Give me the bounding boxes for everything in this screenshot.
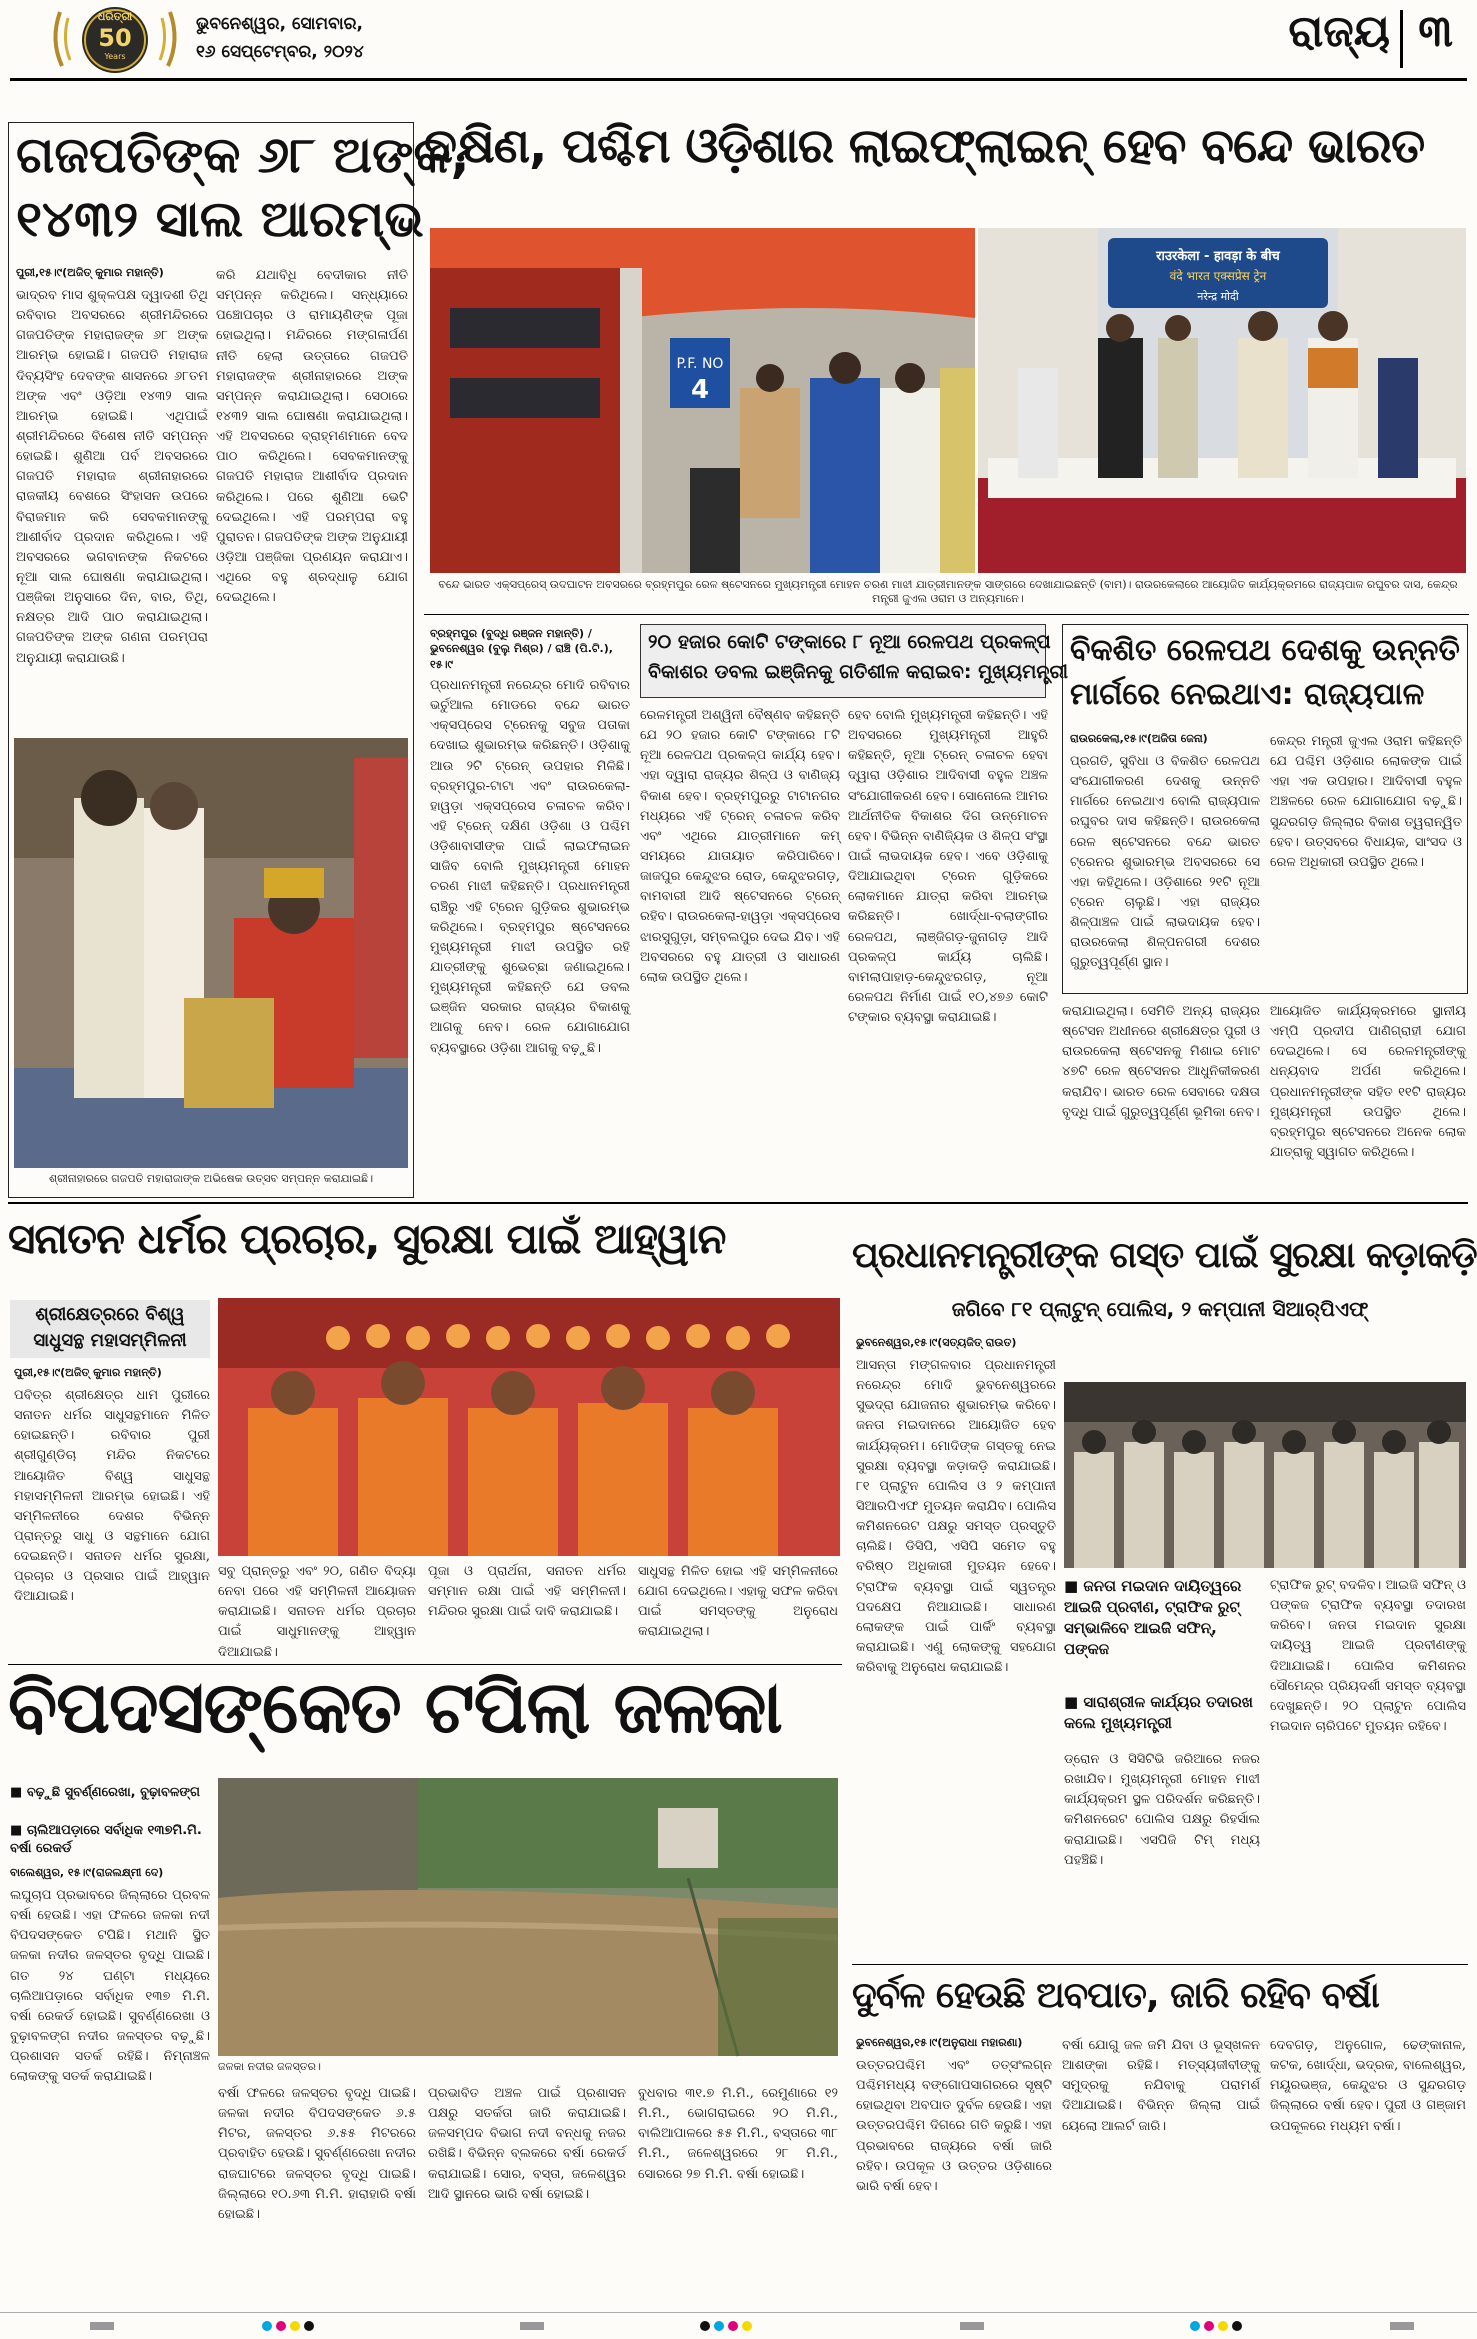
vande-body-col3: ହେବ ବୋଲି ମୁଖ୍ୟମନ୍ତ୍ରୀ କହିଛନ୍ତି। ଏହି ଅବସରରେ ମୁଖ୍ୟମନ୍ତ୍ରୀ ଆହୁରି କହିଛନ୍ତି, ନୂଆ ଟ୍ରେନ୍ ଚଳାଚଳ ହେବା ଦ୍ୱାରା ଓଡ଼ିଶାର ଆଦିବାସୀ ବହୁଳ ଅଞ୍ଚଳ ସଂଯୋଗୀକରଣ ହେବ। ସୋନୋଲେ ଆମର ଆର୍ଥନୀତିକ ବିକାଶର ଦିଗ ଉନ୍ମୋଚନ ହେବ। ବିଭିନ୍ନ ବାଣିଜ୍ୟିକ ଓ ଶିଳ୍ପ ସଂସ୍ଥା ପାଇଁ ଲାଭଦାୟକ ହେବ। ଏବେ ଓଡ଼ିଶାକୁ ଦିଆଯାଇଥିବା ଟ୍ରେନ ଗୁଡ଼ିକରେ ଲୋକମାନେ ଯାତ୍ରା କରିବା ଆରମ୍ଭ କରିଛନ୍ତି। ଖୋର୍ଦ୍ଧା-ବଲାଙ୍ଗୀର ରେଳପଥ, ଲାଞ୍ଜିଗଡ଼-ଜୁନାଗଡ଼ ଆଦି ପ୍ରକଳ୍ପ କାର୍ଯ୍ୟ ଚାଲିଛି। ବାମଲାପାହାଡ଼-କେନ୍ଦୁଝରଗଡ଼, ନୂଆ ରେଳପଥ ନିର୍ମାଣ ପାଇଁ ୧୦,୪୭୬ କୋଟି ଟଙ୍କାର ବ୍ୟବସ୍ଥା କରାଯାଇଛି। [848, 708, 1049, 1026]
platform-number: 4 [690, 375, 710, 405]
masthead-rule [10, 78, 1467, 81]
rain-rule [852, 1964, 1468, 1965]
vande-body-col2: ରେଳମନ୍ତ୍ରୀ ଅଶ୍ୱିନୀ ବୈଷ୍ଣବ କହିଛନ୍ତି ଯେ ୨୦ ହଜାର କୋଟି ଟଙ୍କାରେ ୮ଟି ନୂଆ ରେଳପଥ ପ୍ରକଳ୍ପ କାର୍ଯ୍ୟ ହେବ। ଏହା ଦ୍ୱାରା ରାଜ୍ୟର ଶିଳ୍ପ ଓ ବାଣିଜ୍ୟ ବିକାଶ ହେବ। ବ୍ରହ୍ମପୁରରୁ ଟାଟାନଗର ମଧ୍ୟରେ ଏହି ଟ୍ରେନ୍ ଚଳାଚଳ କରିବ ଏବଂ ଏଥିରେ ଯାତ୍ରୀମାନେ କମ୍ ସମୟରେ ଯାତାୟାତ କରିପାରିବେ। ଜାଜପୁର କେନ୍ଦୁଝର ରୋଡ, କେନ୍ଦୁଝରଗଡ଼, ବାମବାରୀ ଆଦି ଷ୍ଟେସନରେ ଟ୍ରେନ୍ ରହିବ। ରାଉରକେଲା-ହାୱଡ଼ା ଏକ୍ସପ୍ରେସ ଝାରସୁଗୁଡ଼ା, ସମ୍ବଲପୁର ଦେଇ ଯିବ। ଏହି ଅବସରରେ ବହୁ ଯାତ୍ରୀ ଓ ସାଧାରଣ ଲୋକ ଉପସ୍ଥିତ ଥିଲେ। [640, 708, 840, 985]
vande-body-col1: ପ୍ରଧାନମନ୍ତ୍ରୀ ନରେନ୍ଦ୍ର ମୋଦି ରବିବାର ଭର୍ଚୁଆଲ ମୋଡରେ ବନ୍ଦେ ଭାରତ ଏକ୍ସପ୍ରେସ ଟ୍ରେନକୁ ସବୁଜ ପତାକା ଦେଖାଇ ଶୁଭାରମ୍ଭ କରିଛନ୍ତି। ଓଡ଼ିଶାକୁ ଆଉ ୨ଟି ଟ୍ରେନ୍ ଉପହାର ମିଳିଛି। ବ୍ରହ୍ମପୁର-ଟାଟା ଏବଂ ରାଉରକେଲା-ହାୱଡ଼ା ଏକ୍ସପ୍ରେସ ଚଳାଚଳ କରିବ। ଏହି ଟ୍ରେନ୍ ଦକ୍ଷିଣ ଓଡ଼ିଶା ଓ ପଶ୍ଚିମ ଓଡ଼ିଶାବାସୀଙ୍କ ପାଇଁ ଲାଇଫଲାଇନ ସାଜିବ ବୋଲି ମୁଖ୍ୟମନ୍ତ୍ରୀ ମୋହନ ଚରଣ ମାଝୀ କହିଛନ୍ତି। ପ୍ରଧାନମନ୍ତ୍ରୀ ରାଞ୍ଚିରୁ ଏହି ଟ୍ରେନ ଗୁଡ଼ିକର ଶୁଭାରମ୍ଭ କରିଥିଲେ। ବ୍ରହ୍ମପୁର ଷ୍ଟେସନରେ ମୁଖ୍ୟମନ୍ତ୍ରୀ ମାଝୀ ଉପସ୍ଥିତ ରହି ଯାତ୍ରୀଙ୍କୁ ଶୁଭେଚ୍ଛା ଜଣାଇଥିଲେ। ମୁଖ୍ୟମନ୍ତ୍ରୀ କହିଛନ୍ତି ଯେ ଡବଲ ଇଞ୍ଜିନ ସରକାର ରାଜ୍ୟର ବିକାଶକୁ ଆଗକୁ ନେବ। ରେଳ ଯୋଗାଯୋଗ ବ୍ୟବସ୍ଥାରେ ଓଡ଼ିଶା ଆଗକୁ ବଢ଼ୁଛି। [430, 678, 630, 1056]
jalaka-body-col4: ବୁଧବାର ୩୧.୭ ମି.ମି., ରେମୁଣାରେ ୧୨ ମି.ମି., ଭୋଗରାଇରେ ୨୦ ମି.ମି., ବାଲିଆପାଳରେ ୫୫ ମି.ମି., ବସ୍ତାରେ ୩୮ ମି.ମି., ଜଳେଶ୍ୱରରେ ୨୮ ମି.ମି., ସୋରରେ ୨୭ ମି.ମି. ବର୍ଷା ହୋଇଛି। [638, 2086, 838, 2182]
security-subheadline: ଜଗିବେ ୮୧ ପ୍ଲାଟୁନ୍ ପୋଲିସ, ୨ କମ୍ପାନୀ ସିଆର୍‌ପିଏଫ୍ [951, 1297, 1369, 1321]
page-number: ୩ [1418, 6, 1453, 57]
security-bullet-1-text: ଜନତା ମଇଦାନ ଦାୟିତ୍ୱରେ ଆଇଜି ପ୍ରବୀଣ, ଟ୍ରାଫିକ ରୁଟ୍ ସମ୍ଭାଳିବେ ଆଇଜି ସଫିନ୍, ପଙ୍କଜ [1064, 1577, 1242, 1658]
security-body-col1: ଆସନ୍ତା ମଙ୍ଗଳବାର ପ୍ରଧାନମନ୍ତ୍ରୀ ନରେନ୍ଦ୍ର ମୋଦି ଭୁବନେଶ୍ୱରରେ ସୁଭଦ୍ରା ଯୋଜନାର ଶୁଭାରମ୍ଭ କରିବେ। ଜନତା ମଇଦାନରେ ଆୟୋଜିତ ହେବ କାର୍ଯ୍ୟକ୍ରମ। ମୋଦିଙ୍କ ଗସ୍ତକୁ ନେଇ ସୁରକ୍ଷା ବ୍ୟବସ୍ଥା କଡ଼ାକଡ଼ି କରାଯାଇଛି। ୮୧ ପ୍ଲାଟୁନ ପୋଲିସ ଓ ୨ କମ୍ପାନୀ ସିଆରପିଏଫ ମୁତୟନ କରାଯିବ। ପୋଲିସ କମିଶନରେଟ ପକ୍ଷରୁ ସମସ୍ତ ପ୍ରସ୍ତୁତି ଚାଲିଛି। ଡିସିପି, ଏସିପି ସମେତ ବହୁ ବରିଷ୍ଠ ଅଧିକାରୀ ମୁତୟନ ହେବେ। ଟ୍ରାଫିକ ବ୍ୟବସ୍ଥା ପାଇଁ ସ୍ୱତନ୍ତ୍ର ପଦକ୍ଷେପ ନିଆଯାଇଛି। ସାଧାରଣ ଲୋକଙ୍କ ପାଇଁ ପାର୍କିଂ ବ୍ୟବସ୍ଥା କରାଯାଇଛି। ଏଣୁ ଲୋକଙ୍କୁ ସହଯୋଗ କରିବାକୁ ଅନୁରୋଧ କରାଯାଇଛି। [856, 1358, 1056, 1676]
gajapati-dateline: ପୁରୀ,୧୫।୯(ଅଜିତ୍ କୁମାର ମହାନ୍ତି) [16, 266, 164, 279]
governor-body-col2: କେନ୍ଦ୍ର ମନ୍ତ୍ରୀ ଜୁଏଲ ଓରାମ କହିଛନ୍ତି ଯେ ପଶ୍ଚିମ ଓଡ଼ିଶାର ଲୋକଙ୍କ ପାଇଁ ଏହା ଏକ ଉପହାର। ଆଦିବାସୀ ବହୁଳ ଅଞ୍ଚଳରେ ରେଳ ଯୋଗାଯୋଗ ବଢ଼ୁଛି। ସୁନ୍ଦରଗଡ଼ ଜିଲ୍ଲାର ବିକାଶ ତ୍ୱରାନ୍ୱିତ ହେବ। ଉତ୍ସବରେ ବିଧାୟକ, ସାଂସଦ ଓ ରେଳ ଅଧିକାରୀ ଉପସ୍ଥିତ ଥିଲେ। [1270, 734, 1462, 870]
section-divider [1400, 10, 1403, 68]
vande-photo-left [430, 228, 975, 573]
dateline-line1: ଭୁବନେଶ୍ୱର, ସୋମବାର, [196, 14, 363, 34]
rain-body-col1: ଉତ୍ତରପଶ୍ଚିମ ଏବଂ ତତ୍ସଂଲଗ୍ନ ପଶ୍ଚିମମଧ୍ୟ ବଙ୍ଗୋପସାଗରରେ ସୃଷ୍ଟି ହୋଇଥିବା ଅବପାତ ଦୁର୍ବଳ ହେଉଛି। ଏହା ଉତ୍ତରପଶ୍ଚିମ ଦିଗରେ ଗତି କରୁଛି। ଏହା ପ୍ରଭାବରେ ରାଜ୍ୟରେ ବର୍ଷା ଜାରି ରହିବ। ଉପକୂଳ ଓ ଉତ୍ତର ଓଡ଼ିଶାରେ ଭାରି ବର୍ଷା ହେବ। [856, 2058, 1052, 2194]
gajapati-headline-line2: ୧୪୩୨ ସାଲ ଆରମ୍ଭ [16, 190, 424, 248]
vande-photo-right [978, 228, 1466, 573]
governor-headline-line1: ବିକଶିତ ରେଳପଥ ଦେଶକୁ ଉନ୍ନତି [1070, 633, 1460, 668]
cyan-dot [1190, 2321, 1200, 2331]
governor-body-col3: କରାଯାଇଥିଲା। ସେମିତି ଅନ୍ୟ ରାଜ୍ୟର ଷ୍ଟେସନ ଅଧୀନରେ ଶ୍ରୀକ୍ଷେତ୍ର ପୁରୀ ଓ ରାଉରକେଲା ଷ୍ଟେସନକୁ ମିଶାଇ ମୋଟ ୪୭ଟି ରେଳ ଷ୍ଟେସନର ଆଧୁନିକୀକରଣ କରାଯିବ। ଭାରତ ରେଳ ସେବାରେ ଦକ୍ଷତା ବୃଦ୍ଧି ପାଇଁ ଗୁରୁତ୍ୱପୂର୍ଣ୍ଣ ଭୂମିକା ନେବ। [1062, 1004, 1260, 1120]
registration-bar [960, 2322, 984, 2330]
vande-headline: ଦକ୍ଷିଣ, ପଶ୍ଚିମ ଓଡ଼ିଶାର ଲାଇଫ୍‌ଲାଇନ୍ ହେବ ବନ୍ଦେ ଭାରତ [424, 118, 1425, 174]
sanatan-headline: ସନାତନ ଧର୍ମର ପ୍ରଚାର, ସୁରକ୍ଷା ପାଇଁ ଆହ୍ୱାନ [8, 1214, 726, 1263]
governor-headline-line2: ମାର୍ଗରେ ନେଇଥାଏ: ରାଜ୍ୟପାଳ [1070, 677, 1425, 712]
rain-headline: ଦୁର୍ବଳ ହେଉଛି ଅବପାତ, ଜାରି ରହିବ ବର୍ଷା [852, 1975, 1379, 2016]
bullet-square-icon: ■ [1064, 1693, 1084, 1711]
magenta-dot [728, 2321, 738, 2331]
security-body-col2: ଡ୍ରୋନ ଓ ସିସିଟିଭି ଜରିଆରେ ନଜର ରଖାଯିବ। ମୁଖ୍ୟମନ୍ତ୍ରୀ ମୋହନ ମାଝୀ କାର୍ଯ୍ୟକ୍ରମ ସ୍ଥଳ ପରିଦର୍ଶନ କରିଛନ୍ତି। କମିଶନରେଟ ପୋଲିସ ପକ୍ଷରୁ ରିହର୍ସାଲ କରାଯାଇଛି। ଏସପିଜି ଟିମ୍ ମଧ୍ୟ ପହଞ୍ଚିଛି। [1064, 1752, 1260, 1868]
logo-years: 50 [98, 24, 132, 52]
bullet-square-icon: ■ [10, 1823, 27, 1838]
jalaka-dateline: ବାଲେଶ୍ୱର, ୧୫।୯(ରାଜଲକ୍ଷ୍ମୀ ଦେ) [10, 1866, 164, 1879]
dateline-line2: ୧୬ ସେପ୍ଟେମ୍ବର, ୨୦୨୪ [196, 42, 364, 62]
governor-body-col1: ପ୍ରଗତି, ସୁବିଧା ଓ ବିକଶିତ ରେଳପଥ ସଂଯୋଗୀକରଣ ଦେଶକୁ ଉନ୍ନତି ମାର୍ଗରେ ନେଇଥାଏ ବୋଲି ରାଜ୍ୟପାଳ ରଘୁବର ଦାସ କହିଛନ୍ତି। ରାଉରକେଲା ରେଳ ଷ୍ଟେସନରେ ବନ୍ଦେ ଭାରତ ଟ୍ରେନର ଶୁଭାରମ୍ଭ ଅବସରରେ ସେ ଏହା କହିଥିଲେ। ଓଡ଼ିଶାରେ ୨୧ଟି ନୂଆ ଟ୍ରେନ ଚାଲୁଛି। ଏହା ରାଜ୍ୟର ଶିଳ୍ପାଞ୍ଚଳ ପାଇଁ ଲାଭଦାୟକ ହେବ। ରାଉରକେଲା ଶିଳ୍ପନଗରୀ ଦେଶର ଗୁରୁତ୍ୱପୂର୍ଣ୍ଣ ସ୍ଥାନ। [1070, 754, 1260, 971]
black-dot [1232, 2321, 1242, 2331]
registration-dots-right [1190, 2321, 1260, 2333]
vande-banner-name: नरेन्द्र मोदी [1197, 290, 1239, 303]
section-name: ରାଜ୍ୟ [1288, 6, 1390, 57]
gajapati-photo-caption: ଶ୍ରୀନାହାରରେ ଗଜପତି ମହାରାଜାଙ୍କ ଅଭିଷେକ ଉତ୍ସବ ସମ୍ପନ୍ନ କରାଯାଇଛି। [48, 1172, 374, 1185]
vande-banner-text: राउरकेला - हावड़ा के बीच [1156, 249, 1280, 264]
gajapati-headline-line1: ଗଜପତିଙ୍କ ୬୮ ଅଙ୍କ, [16, 126, 470, 184]
vande-banner-sub: वंदे भारत एक्सप्रेस ट्रेन [1169, 269, 1267, 283]
registration-bar [1390, 2322, 1414, 2330]
vande-photo-caption: ବନ୍ଦେ ଭାରତ ଏକ୍ସପ୍ରେସ୍ ଉଦଘାଟନ ଅବସରରେ ବ୍ରହ୍ମପୁର ରେଳ ଷ୍ଟେସନରେ ମୁଖ୍ୟମନ୍ତ୍ରୀ ମୋହନ ଚରଣ ମାଝୀ ଯାତ୍ରୀମାନଙ୍କ ସାଙ୍ଗରେ ଦେଖାଯାଇଛନ୍ତି (ବାମ)। ରାଉରକେଲାରେ ଆୟୋଜିତ କାର୍ଯ୍ୟକ୍ରମରେ ରାଜ୍ୟପାଳ ରଘୁବର ଦାସ, କେନ୍ଦ୍ର ମନ୍ତ୍ରୀ ଜୁଏଲ ଓରାମ ଓ ଅନ୍ୟମାନେ। [438, 578, 1458, 606]
jalaka-body-col1: ଲଘୁଚାପ ପ୍ରଭାବରେ ଜିଲ୍ଲାରେ ପ୍ରବଳ ବର୍ଷା ହେଉଛି। ଏହା ଫଳରେ ଜଳକା ନଦୀ ବିପଦସଙ୍କେତ ଟପିଛି। ମଥାନି ସ୍ଥିତ ଜଳକା ନଦୀର ଜଳସ୍ତର ବୃଦ୍ଧି ପାଇଛି। ଗତ ୨୪ ଘଣ୍ଟା ମଧ୍ୟରେ ଚାଲିଆପଡ଼ାରେ ସର୍ବାଧିକ ୧୩୭ ମି.ମି. ବର୍ଷା ରେକର୍ଡ ହୋଇଛି। ସୁବର୍ଣ୍ଣରେଖା ଓ ବୁଢ଼ାବଳଙ୍ଗ ନଦୀର ଜଳସ୍ତର ବଢ଼ୁଛି। ପ୍ରଶାସନ ସତର୍କ ରହିଛି। ନିମ୍ନାଞ୍ଚଳ ଲୋକଙ୍କୁ ସତର୍କ କରାଯାଇଛି। [10, 1888, 210, 2085]
gajapati-body-col1: ଭାଦ୍ରବ ମାସ ଶୁକ୍ଳପକ୍ଷ ଦ୍ୱାଦଶୀ ତିଥି ରବିବାର ଅବସରରେ ଶ୍ରୀମନ୍ଦିରରେ ଗଜପତିଙ୍କ ମହାରାଜଙ୍କ ୬୮ ଅଙ୍କ ଆରମ୍ଭ ହୋଇଛି। ଗଜପତି ମହାରାଜ ଦିବ୍ୟସିଂହ ଦେବଙ୍କ ଶାସନରେ ୬୮ତମ ଅଙ୍କ ଏବଂ ଓଡ଼ିଆ ୧୪୩୨ ସାଲ ଆରମ୍ଭ ହୋଇଛି। ଏଥିପାଇଁ ଶ୍ରୀମନ୍ଦିରରେ ବିଶେଷ ନୀତି ସମ୍ପନ୍ନ ହୋଇଛି। ଶୁଣିଆ ପର୍ବ ଅବସରରେ ଗଜପତି ମହାରାଜ ଶ୍ରୀନାହାରରେ ରାଜକୀୟ ବେଶରେ ସିଂହାସନ ଉପରେ ବିରାଜମାନ କରି ସେବକମାନଙ୍କୁ ଆଶୀର୍ବାଦ ପ୍ରଦାନ କରିଥିଲେ। ଏହି ଅବସରରେ ଭଗବାନଙ୍କ ନିକଟରେ ନୂଆ ସାଲ ଘୋଷଣା କରାଯାଇଥିଲା। ପଞ୍ଜିକା ଅନୁସାରେ ଦିନ, ବାର, ତିଥି, ନକ୍ଷତ୍ର ଆଦି ପାଠ କରାଯାଇଥିଲା। ଗଜପତିଙ୍କ ଅଙ୍କ ଗଣନା ପରମ୍ପରା ଅନୁଯାୟୀ କରାଯାଉଛି। [16, 288, 208, 666]
security-headline: ପ୍ରଧାନମନ୍ତ୍ରୀଙ୍କ ଗସ୍ତ ପାଇଁ ସୁରକ୍ଷା କଡ଼ାକଡ଼ି [852, 1235, 1477, 1276]
gajapati-photo [14, 738, 408, 1168]
security-dateline: ଭୁବନେଶ୍ୱର,୧୫।୯(ସତ୍ୟଜିତ୍ ରାଉତ) [856, 1336, 1017, 1349]
vande-dateline: ବ୍ରହ୍ମପୁର (ବୁଦ୍ଧି ରଞ୍ଜନ ମହାନ୍ତି) / ଭୁବନେଶ୍ୱର (ବୁଲୁ ମିଶ୍ର) / ରାଞ୍ଚି (ପି.ଟି.), ୧୫।୯ [430, 627, 613, 671]
registration-dots-center [700, 2321, 770, 2333]
security-bullet-2-text: ସାରାଶ୍ରୀଳ କାର୍ଯ୍ୟର ତଦାରଖ କଲେ ମୁଖ୍ୟମନ୍ତ୍ରୀ [1064, 1693, 1254, 1732]
jalaka-photo [218, 1778, 838, 2056]
governor-dateline: ରାଉରକେଲା,୧୫।୯(ଅଜିତା ଜେନା) [1070, 732, 1208, 745]
gajapati-body-col2: କରି ଯଥାବିଧି ବେଦୀକାର ନୀତି ସମ୍ପନ୍ନ କରିଥିଲେ। ସନ୍ଧ୍ୟାରେ ପଞ୍ଚୋପଚାର ଓ ରାମାୟଣିଙ୍କ ପୂଜା ହୋଇଥିଲା। ମନ୍ଦିରରେ ମଙ୍ଗଳାର୍ପଣ ନୀତି ହେଲା ଉତ୍ତାରେ ଗଜପତି ମହାରାଜଙ୍କ ଶ୍ରୀନାହାରରେ ଅଙ୍କ ସମ୍ପନ୍ନ କରାଯାଇଥିଲା। ସେଠାରେ ୧୪୩୨ ସାଲ ଘୋଷଣା କରାଯାଇଥିଲା। ଏହି ଅବସରରେ ବ୍ରାହ୍ମଣମାନେ ବେଦ ପାଠ କରିଥିଲେ। ସେବକମାନଙ୍କୁ ଗଜପତି ମହାରାଜ ଆଶୀର୍ବାଦ ପ୍ରଦାନ କରିଥିଲେ। ପରେ ଶୁଣିଆ ଭେଟି ଦେଇଥିଲେ। ଏହି ପରମ୍ପରା ବହୁ ପୁରାତନ। ଗଜପତିଙ୍କ ଅଙ୍କ ଅନୁଯାୟୀ ଓଡ଼ିଆ ପଞ୍ଜିକା ପ୍ରଣୟନ କରାଯାଏ। ଏଥିରେ ବହୁ ଶ୍ରଦ୍ଧାଳୁ ଯୋଗ ଦେଇଥିଲେ। [216, 268, 408, 606]
jalaka-bullet-2 [10, 1822, 210, 1858]
vande-subhead-line1: ୨୦ ହଜାର କୋଟି ଟଙ୍କାରେ ୮ ନୂଆ ରେଳପଥ ପ୍ରକଳ୍ପ [648, 631, 1051, 653]
governor-body-col4: ଆୟୋଜିତ କାର୍ଯ୍ୟକ୍ରମରେ ସ୍ଥାନୀୟ ଏମ୍‌ପି ପ୍ରଦୀପ ପାଣିଗ୍ରାହୀ ଯୋଗ ଦେଇଥିଲେ। ସେ ରେଳମନ୍ତ୍ରୀଙ୍କୁ ଧନ୍ୟବାଦ ଅର୍ପଣ କରିଥିଲେ। ପ୍ରଧାନମନ୍ତ୍ରୀଙ୍କ ସହିତ ୧୧ଟି ରାଜ୍ୟର ମୁଖ୍ୟମନ୍ତ୍ରୀ ଉପସ୍ଥିତ ଥିଲେ। ବ୍ରହ୍ମପୁର ଷ୍ଟେସନରେ ଅନେକ ଲୋକ ଯାତ୍ରାକୁ ସ୍ୱାଗତ କରିଥିଲେ। [1270, 1004, 1466, 1160]
vande-subhead-line2: ବିକାଶର ଡବଲ ଇଞ୍ଜିନକୁ ଗତିଶୀଳ କରାଇବ: ମୁଖ୍ୟମନ୍ତ୍ରୀ [648, 661, 1069, 683]
sanatan-photo [218, 1298, 840, 1556]
sanatan-body-col1: ପବିତ୍ର ଶ୍ରୀକ୍ଷେତ୍ର ଧାମ ପୁରୀରେ ସନାତନ ଧର୍ମର ସାଧୁସନ୍ଥମାନେ ମିଳିତ ହୋଇଛନ୍ତି। ରବିବାର ପୁରୀ ଶ୍ରୀଗୁଣ୍ଡିଚା ମନ୍ଦିର ନିକଟରେ ଆୟୋଜିତ ବିଶ୍ୱ ସାଧୁସନ୍ଥ ମହାସମ୍ମିଳନୀ ଆରମ୍ଭ ହୋଇଛି। ଏହି ସମ୍ମିଳନୀରେ ଦେଶର ବିଭିନ୍ନ ପ୍ରାନ୍ତରୁ ସାଧୁ ଓ ସନ୍ଥମାନେ ଯୋଗ ଦେଇଛନ୍ତି। ସନାତନ ଧର୍ମର ସୁରକ୍ଷା, ପ୍ରଚାର ଓ ପ୍ରସାର ପାଇଁ ଆହ୍ୱାନ ଦିଆଯାଇଛି। [14, 1388, 210, 1605]
security-body-col3: ଟ୍ରାଫିକ ରୁଟ୍ ବଦଳିବ। ଆଇଜି ସଫିନ୍ ଓ ପଙ୍କଜ ଟ୍ରାଫିକ ବ୍ୟବସ୍ଥା ତଦାରଖ କରିବେ। ଜନତା ମଇଦାନ ସୁରକ୍ଷା ଦାୟିତ୍ୱ ଆଇଜି ପ୍ରବୀଣଙ୍କୁ ଦିଆଯାଇଛି। ପୋଲିସ କମିଶନର ସୌମେନ୍ଦ୍ର ପ୍ରିୟଦର୍ଶୀ ସମସ୍ତ ବ୍ୟବସ୍ଥା ଦେଖୁଛନ୍ତି। ୨୦ ପ୍ଲାଟୁନ ପୋଲିସ ମଇଦାନ ଚାରିପଟେ ମୁତୟନ ରହିବେ। [1270, 1578, 1466, 1734]
sanatan-body-col2: ସବୁ ପ୍ରାନ୍ତରୁ ଏବଂ ୨୦, ଗଣିତ ବିଦ୍ୟା ନେବା ପରେ ଏହି ସମ୍ମିଳନୀ ଆୟୋଜନ କରାଯାଇଛି। ସନାତନ ଧର୍ମର ପ୍ରଚାର ପାଇଁ ସାଧୁମାନଙ୍କୁ ଆହ୍ୱାନ ଦିଆଯାଇଛି। [218, 1564, 416, 1660]
sanatan-kicker-line1: ଶ୍ରୀକ୍ଷେତ୍ରରେ ବିଶ୍ୱ [35, 1304, 185, 1325]
security-photo [1064, 1382, 1466, 1568]
sanatan-body-col4: ସାଧୁସନ୍ଥ ମିଳିତ ହୋଇ ଏହି ସମ୍ମିଳନୀରେ ଯୋଗ ଦେଇଥିଲେ। ଏହାକୁ ସଫଳ କରିବା ପାଇଁ ସମସ୍ତଙ୍କୁ ଅନୁରୋଧ କରାଯାଇଥିଲା। [638, 1564, 838, 1640]
sanatan-dateline: ପୁରୀ,୧୫।୯(ଅଜିତ୍ କୁମାର ମହାନ୍ତି) [14, 1366, 162, 1379]
security-bullet-2 [1064, 1692, 1260, 1734]
rain-body-col3: ଦେବଗଡ଼, ଅନୁଗୋଳ, ଢେଙ୍କାନାଳ, କଟକ, ଖୋର୍ଦ୍ଧା, ଭଦ୍ରକ, ବାଲେଶ୍ୱର, ମୟୂରଭଞ୍ଜ, କେନ୍ଦୁଝର ଓ ସୁନ୍ଦରଗଡ଼ ଜିଲ୍ଲାରେ ବର୍ଷା ହେବ। ପୁରୀ ଓ ଗଞ୍ଜାମ ଉପକୂଳରେ ମଧ୍ୟମ ବର୍ଷା। [1270, 2038, 1466, 2134]
jalaka-body-col3: ପ୍ରଭାବିତ ଅଞ୍ଚଳ ପାଇଁ ପ୍ରଶାସନ ପକ୍ଷରୁ ସତର୍କତା ଜାରି କରାଯାଇଛି। ଜଳସମ୍ପଦ ବିଭାଗ ନଦୀ ବନ୍ଧକୁ ନଜର ରଖିଛି। ବିଭିନ୍ନ ବ୍ଲକରେ ବର୍ଷା ରେକର୍ଡ କରାଯାଇଛି। ସୋର, ବସ୍ତା, ଜଳେଶ୍ୱର ଆଦି ସ୍ଥାନରେ ଭାରି ବର୍ଷା ହୋଇଛି। [428, 2086, 626, 2202]
bullet-square-icon: ■ [10, 1785, 27, 1800]
yellow-dot [742, 2321, 752, 2331]
jalaka-bullet-2-text: ଚାଲିଆପଡ଼ାରେ ସର୍ବାଧିକ ୧୩୭ମି.ମି. ବର୍ଷା ରେକର୍ଡ [10, 1823, 202, 1857]
security-bullet-1 [1064, 1576, 1260, 1660]
yellow-dot [290, 2321, 300, 2331]
magenta-dot [1204, 2321, 1214, 2331]
cyan-dot [262, 2321, 272, 2331]
registration-bar [520, 2322, 544, 2330]
cyan-dot [714, 2321, 724, 2331]
platform-sign: P.F. NO [676, 356, 724, 372]
mid-rule [8, 1202, 1468, 1204]
anniversary-logo [40, 4, 190, 76]
logo-years-label: Years [104, 52, 126, 61]
registration-bar [90, 2322, 114, 2330]
jalaka-bullet-1 [10, 1784, 210, 1802]
black-dot [304, 2321, 314, 2331]
sanatan-kicker-line2: ସାଧୁସନ୍ଥ ମହାସମ୍ମିଳନୀ [33, 1330, 187, 1351]
jalaka-photo-caption: ଜଳକା ନଦୀର ଜଳସ୍ତର। [218, 2060, 321, 2073]
bullet-square-icon: ■ [1064, 1577, 1084, 1595]
logo-text: ଧରିତ୍ରୀ [97, 10, 133, 23]
masthead [0, 0, 1477, 80]
magenta-dot [276, 2321, 286, 2331]
jalaka-body-col2: ବର୍ଷା ଫଳରେ ଜଳସ୍ତର ବୃଦ୍ଧି ପାଇଛି। ଜଳକା ନଦୀର ବିପଦସଙ୍କେତ ୬.୫ ମିଟର, ଜଳସ୍ତର ୬.୫୫ ମିଟରରେ ପ୍ରବାହିତ ହେଉଛି। ସୁବର୍ଣ୍ଣରେଖା ନଦୀର ରାଜଘାଟରେ ଜଳସ୍ତର ବୃଦ୍ଧି ପାଇଛି। ଜିଲ୍ଲାରେ ୧୦.୬୩ ମି.ମି. ହାରାହାରି ବର୍ଷା ହୋଇଛି। [218, 2086, 416, 2222]
black-dot [700, 2321, 710, 2331]
rain-dateline: ଭୁବନେଶ୍ୱର,୧୫।୯(ଅନୁରାଧା ମହାରଣା) [856, 2036, 1023, 2049]
registration-dots-left [262, 2321, 332, 2333]
sanatan-body-col3: ପୂଜା ଓ ପ୍ରାର୍ଥନା, ସନାତନ ଧର୍ମର ସମ୍ମାନ ରକ୍ଷା ପାଇଁ ଏହି ସମ୍ମିଳନୀ। ମନ୍ଦିରର ସୁରକ୍ଷା ପାଇଁ ଦାବି କରାଯାଇଛି। [428, 1564, 626, 1620]
rain-body-col2: ବର୍ଷା ଯୋଗୁ ଜଳ ଜମି ଯିବା ଓ ଭୂସ୍ଖଳନ ଆଶଙ୍କା ରହିଛି। ମତ୍ସ୍ୟଜୀବୀଙ୍କୁ ସମୁଦ୍ରକୁ ନଯିବାକୁ ପରାମର୍ଶ ଦିଆଯାଇଛି। ବିଭିନ୍ନ ଜିଲ୍ଲା ପାଇଁ ୟେଲୋ ଆଲର୍ଟ ଜାରି। [1062, 2038, 1260, 2134]
vande-rule [424, 614, 1469, 615]
yellow-dot [1218, 2321, 1228, 2331]
footer-rule [0, 2312, 1477, 2313]
jalaka-bullet-1-text: ବଢ଼ୁଛି ସୁବର୍ଣ୍ଣରେଖା, ବୁଢ଼ାବଳଙ୍ଗ [26, 1785, 200, 1800]
jalaka-headline: ବିପଦସଙ୍କେତ ଟପିଲା ଜଳକା [8, 1665, 782, 1749]
